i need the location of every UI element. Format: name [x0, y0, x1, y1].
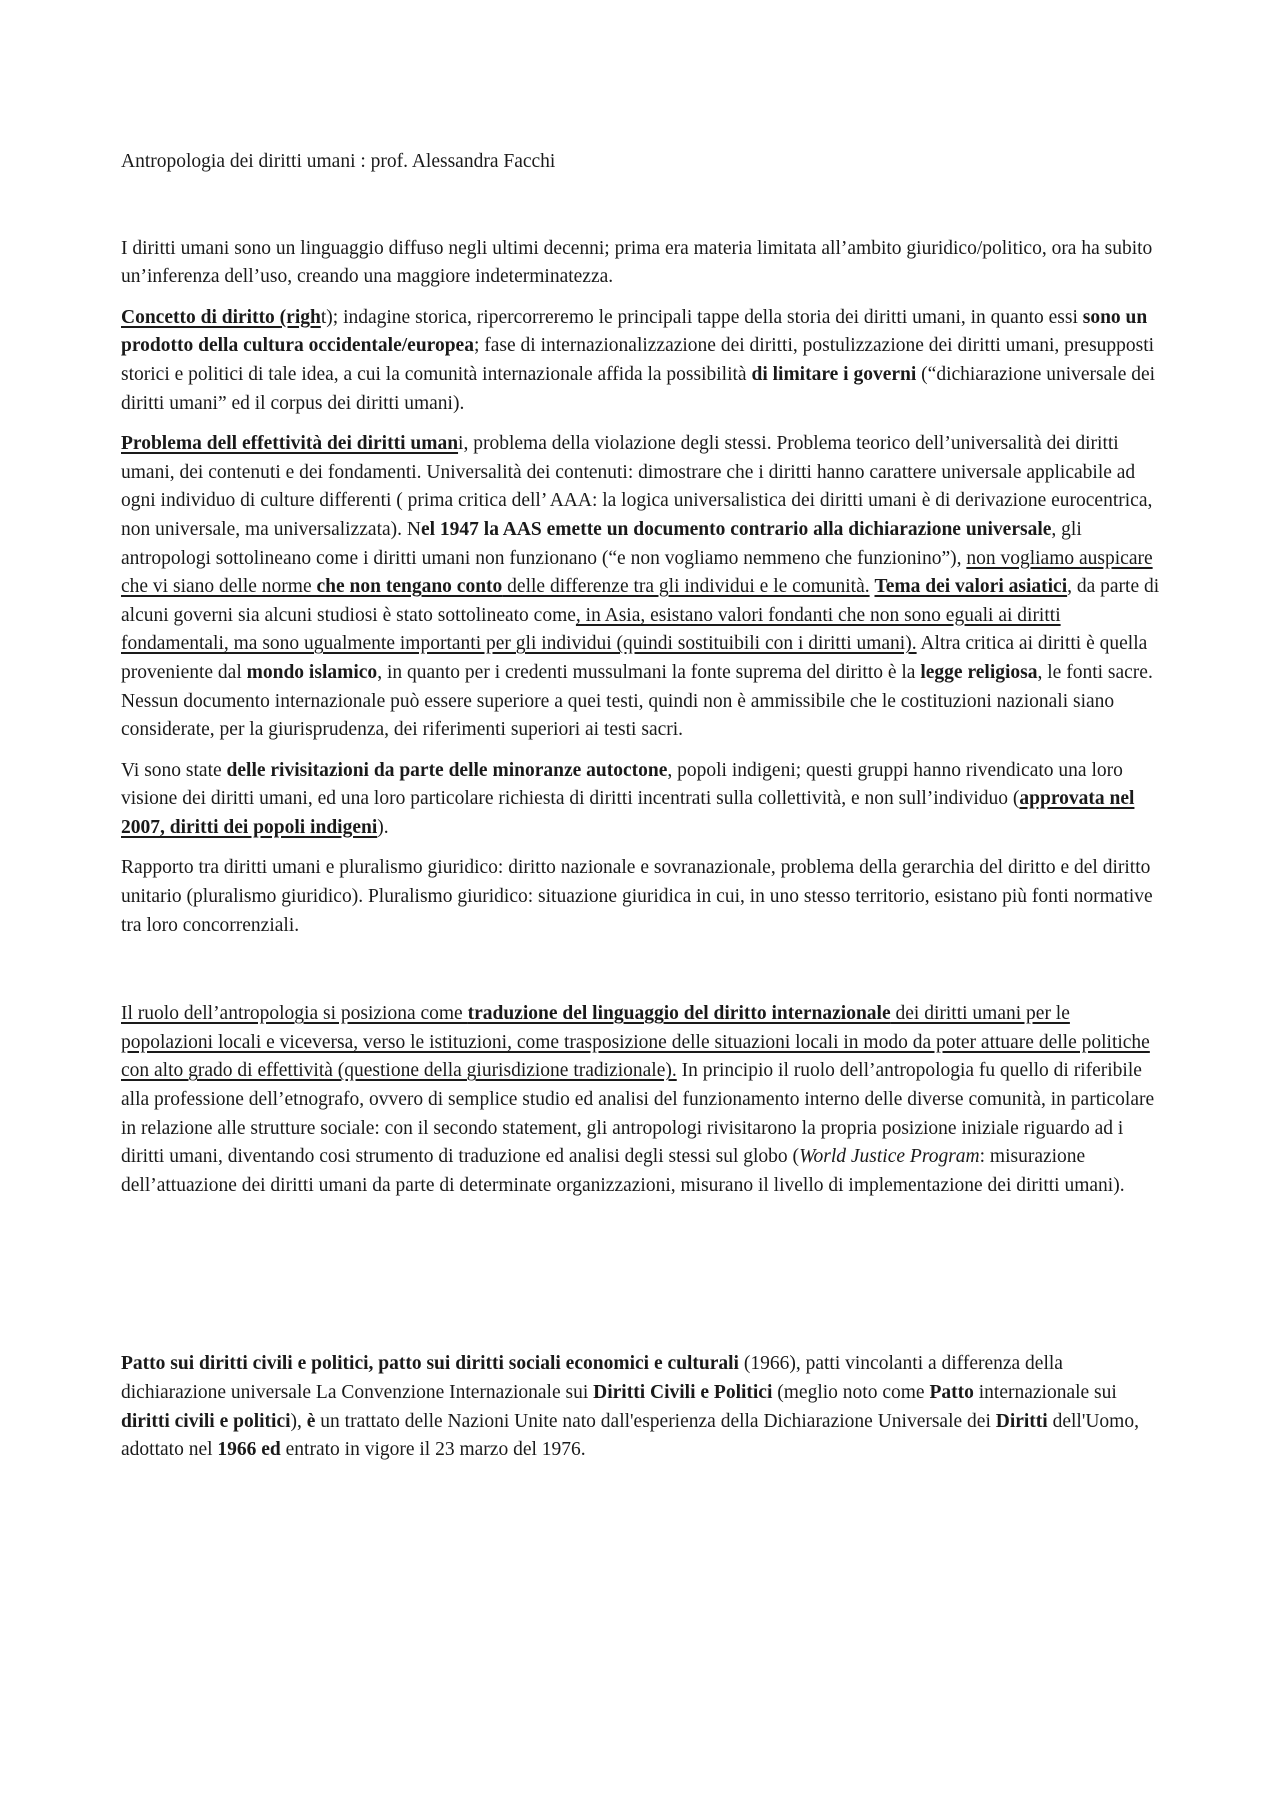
- heading-popoli-indigeni: approvata nel 2007, diritti dei popoli indigeni: [121, 788, 1135, 838]
- emphasis-minoranze-autoctone: delle rivisitazioni da parte delle minoranze autoctone: [226, 759, 668, 781]
- emphasis-aas-1947: el 1947 la AAS emette un documento contrario alla dichiarazione universale: [420, 518, 1052, 540]
- emphasis-world-justice-program: World Justice Program: [799, 1146, 980, 1168]
- paragraph-ruolo-antropologia: Il ruolo dell’antropologia si posiziona come traduzione del linguaggio del diritto internazionale dei diritti umani per le popolazioni locali e viceversa, verso le istituzioni, come trasposizione delle situazioni locali in modo da poter attuare delle politiche con alto grado di effettività (questione della giurisdizione tradizionale). In principio il ruolo dell’antropologia fu quello di riferibile alla professione dell’etnografo, ovvero di semplice studio ed analisi del funzionamento interno delle diverse comunità, in particolare in relazione alle strutture sociale: con il secondo statement, gli antropologi rivisitarono la propria posizione iniziale riguardo ad i diritti umani, diventando cosi strumento di traduzione ed analisi degli stessi sul globo (World Justice Program: misurazione dell’attuazione dei diritti umani da parte di determinate organizzazioni, misurano il livello di implementazione dei diritti umani).: [121, 1003, 1155, 1196]
- heading-concetto-diritto: Concetto di diritto (righ: [121, 306, 321, 328]
- heading-valori-asiatici: Tema dei valori asiatici: [874, 576, 1068, 598]
- emphasis-prodotto-cultura: sono un prodotto della cultura occidentale/europea: [121, 306, 1148, 357]
- emphasis-mondo-islamico: mondo islamico: [246, 661, 378, 683]
- document-title: Antropologia dei diritti umani : prof. Alessandra Facchi: [121, 151, 556, 172]
- emphasis-legge-religiosa: legge religiosa: [920, 661, 1038, 683]
- emphasis-limitare-governi: di limitare i governi: [751, 363, 917, 385]
- emphasis-non-tengano-conto: che non tengano conto: [316, 576, 503, 598]
- paragraph-pluralismo: Rapporto tra diritti umani e pluralismo giuridico: diritto nazionale e sovranazionale, problema della gerarchia del diritto e del diritto unitario (pluralismo giuridico). Pluralismo giuridico: situazione giuridica in cui, in uno stesso territorio, esistano più fonti normative tra loro concorrenziali.: [121, 857, 1153, 936]
- underline-valori-fondanti: , in Asia, esistano valori fondanti che non sono eguali ai diritti fondamentali, ma sono ugualmente importanti per gli individui (quindi sostituibili con i diritti umani).: [121, 604, 1061, 655]
- paragraph-concetto-diritto: Concetto di diritto (right); indagine storica, ripercorreremo le principali tappe della storia dei diritti umani, in quanto essi sono un prodotto della cultura occidentale/europea; fase di internazionalizzazione dei diritti, postulizzazione dei diritti umani, presupposti storici e politici di tale idea, a cui la comunità internazionale affida la possibilità di limitare i governi (“dichiarazione universale dei diritti umani” ed il corpus dei diritti umani).: [121, 306, 1156, 414]
- emphasis-traduzione-linguaggio: traduzione del linguaggio del diritto internazionale: [467, 1003, 891, 1025]
- heading-patto-diritti: Patto sui diritti civili e politici, patto sui diritti sociali economici e culturali: [121, 1353, 739, 1375]
- paragraph-patto: Patto sui diritti civili e politici, patto sui diritti sociali economici e culturali (1966), patti vincolanti a differenza della dichiarazione universale La Convenzione Internazionale sui Diritti Civili e Politici (meglio noto come Patto internazionale sui diritti civili e politici), è un trattato delle Nazioni Unite nato dall'esperienza della Dichiarazione Universale dei Diritti dell'Uomo, adottato nel 1966 ed entrato in vigore il 23 marzo del 1976.: [121, 1353, 1139, 1461]
- paragraph-effettivita: Problema dell effettività dei diritti umani, problema della violazione degli stessi. Problema teorico dell’universalità dei diritti umani, dei contenuti e dei fondamenti. Universalità dei contenuti: dimostrare che i diritti hanno carattere universale applicabile ad ogni individuo di culture differenti ( prima critica dell’ AAA: la logica universalistica dei diritti umani è di derivazione eurocentrica, non universale, ma universalizzata). Nel 1947 la AAS emette un documento contrario alla dichiarazione universale, gli antropologi sottolineano come i diritti umani non funzionano (“e non vogliamo nemmeno che funzionino”), non vogliamo auspicare che vi siano delle norme che non tengano conto delle differenze tra gli individui e le comunità. Tema dei valori asiatici, da parte di alcuni governi sia alcuni studiosi è stato sottolineato come, in Asia, esistano valori fondanti che non sono eguali ai diritti fondamentali, ma sono ugualmente importanti per gli individui (quindi sostituibili con i diritti umani). Altra critica ai diritti è quella proveniente dal mondo islamico, in quanto per i credenti mussulmani la fonte suprema del diritto è la legge religiosa, le fonti sacre. Nessun documento internazionale può essere superiore a quei testi, quindi non è ammissibile che le costituzioni nazionali siano considerate, per la giurisprudenza, dei riferimenti superiori ai testi sacri.: [121, 433, 1160, 741]
- heading-effettivita: Problema dell effettività dei diritti uman: [121, 433, 459, 455]
- paragraph-intro: I diritti umani sono un linguaggio diffuso negli ultimi decenni; prima era materia limitata all’ambito giuridico/politico, ora ha subito un’inferenza dell’uso, creando una maggiore indeterminatezza.: [121, 237, 1153, 288]
- paragraph-minoranze: Vi sono state delle rivisitazioni da parte delle minoranze autoctone, popoli indigeni; questi gruppi hanno rivendicato una loro visione dei diritti umani, ed una loro particolare richiesta di diritti incentrati sulla collettività, e non sull’individuo (approvata nel 2007, diritti dei popoli indigeni).: [121, 759, 1135, 838]
